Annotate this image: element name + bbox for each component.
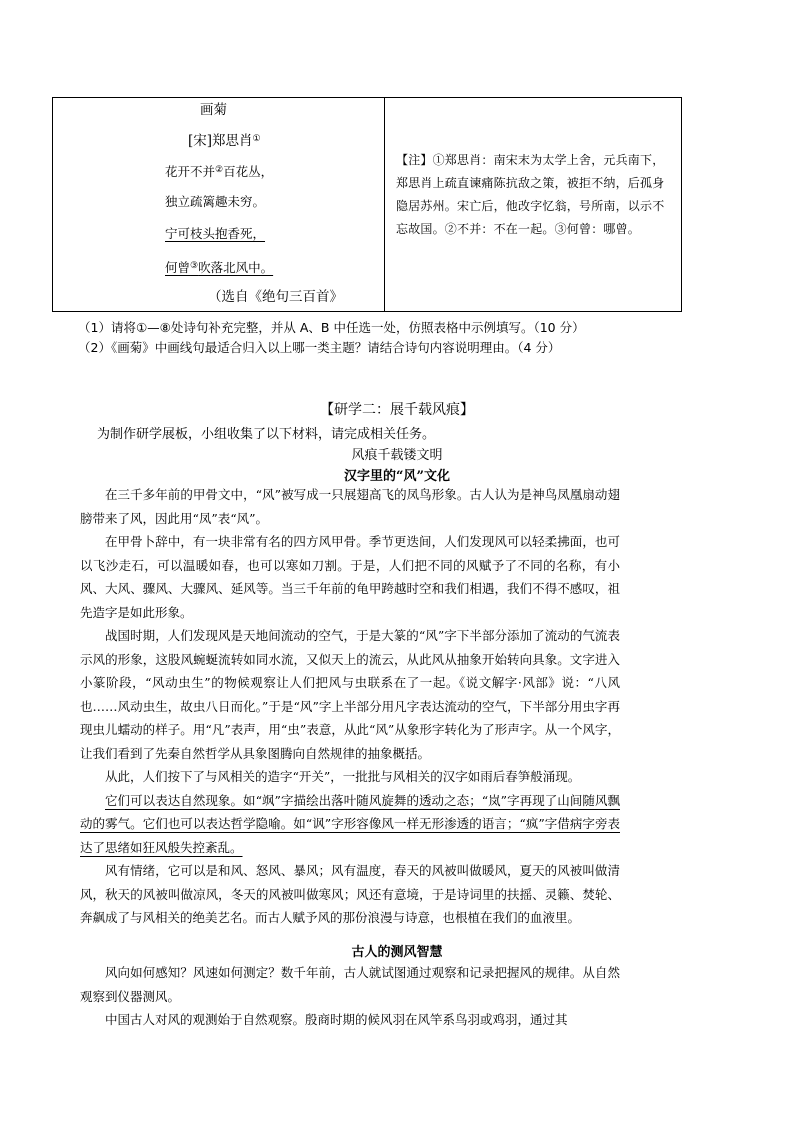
poem-line-2: 独立疏篱趣未穷。: [165, 194, 266, 209]
poem-source: （选自《绝句三百首》: [208, 289, 343, 305]
paragraph: 风向如何感知？风速如何测定？数千年前，古人就试图通过观察和记录把握风的规律。从自然观察到仪器测风。: [80, 965, 620, 1004]
subheading-wind-culture: 汉字里的“风”文化: [344, 469, 450, 484]
poem-line-1: 花开不并②百花丛，: [165, 164, 274, 179]
paragraph: 战国时期，人们发现风是天地间流动的空气，于是大篆的“风”字下半部分添加了流动的气流表示风的形象，这股风蜿蜒流转如同水流，又似天上的流云，从此风从抽象开始转向具象。文字进入小篆阶段，“风动虫生”的物候观察让人们把风与虫联系在了一起。《说文解字·风部》说：“八风也……风动虫生，故虫八日而化。”于是“风”字上半部分用凡字表达流动的空气，下半部分用虫字再现虫儿蠕动的样子。用“凡”表声，用“虫”表意，从此“风”从象形字转化为了形声字。从一个风字，让我们看到了先秦自然哲学从具象图腾向自然规律的抽象概括。: [80, 628, 620, 761]
poem-line-4: 何曾③吹落北风中。: [165, 260, 274, 275]
section-intro: 为制作研学展板，小组收集了以下材料，请完成相关任务。: [97, 427, 436, 442]
question-2: （2）《画菊》中画线句最适合归入以上哪一类主题？请结合诗句内容说明理由。（4 分）: [78, 340, 561, 355]
poem-title: 画菊: [200, 102, 227, 118]
article-body: [80, 483, 620, 930]
article-body-2: [80, 961, 620, 1032]
paragraph: 在甲骨卜辞中，有一块非常有名的四方风甲骨。季节更迭间，人们发现风可以轻柔拂面，也可以飞沙走石，可以温暖如春，也可以寒如刀割。于是，人们把不同的风赋予了不同的名称，有小风、大风、骤风、大骤风、延风等。当三千年前的龟甲跨越时空和我们相遇，我们不得不感叹，祖先造字是如此形象。: [80, 534, 620, 620]
board-title: 风痕千载镂文明: [351, 448, 443, 463]
poem-author: [宋]郑思肖①: [188, 133, 261, 149]
paragraph: 中国古人对风的观测始于自然观察。殷商时期的候风羽在风竿系鸟羽或鸡羽，通过其: [105, 1012, 568, 1027]
paragraph: 风有情绪，它可以是和风、怒风、暴风；风有温度，春天的风被叫做暖风，夏天的风被叫做清风，秋天的风被叫做凉风，冬天的风被叫做寒风；风还有意境，于是诗词里的扶摇、灵籁、焚轮、奔飙成了与风相关的绝美艺名。而古人赋予风的那份浪漫与诗意，也根植在我们的血液里。: [80, 863, 620, 925]
table-divider: [384, 97, 385, 312]
paragraph: 在三千多年前的甲骨文中，“风”被写成一只展翅高飞的凤鸟形象。古人认为是神鸟凤凰扇动翅膀带来了风，因此用“凤”表“风”。: [80, 487, 620, 526]
subheading-wind-wisdom: 古人的测风智慧: [351, 945, 443, 960]
section-heading: 【研学二：展千载风痕】: [320, 402, 474, 418]
paragraph: 从此，人们按下了与风相关的造字“开关”，一批批与风相关的汉字如雨后春笋般涌现。: [105, 769, 581, 784]
underlined-paragraph: 它们可以表达自然现象。如“飒”字描绘出落叶随风旋舞的透动之态；“岚”字再现了山间随风飘动的雾气。它们也可以表达哲学隐喻。如“讽”字形容像风一样无形渗透的语言；“疯”字借病字旁表达了思绪如狂风般失控紊乱。: [80, 792, 620, 855]
poem-line-3: 宁可枝头抱香死，: [165, 226, 266, 241]
question-1: （1）请将①—⑧处诗句补充完整，并从 A、B 中任选一处，仿照表格中示例填写。（10 分）: [78, 320, 585, 335]
poem-note: 【注】①郑思肖：南宋末为太学上舍，元兵南下，郑思肖上疏直谏痛陈抗敌之策，被拒不纳，后孤身隐居苏州。宋亡后，他改字忆翁，号所南，以示不忘故国。②不并：不在一起。③何曾：哪曾。: [396, 153, 665, 236]
